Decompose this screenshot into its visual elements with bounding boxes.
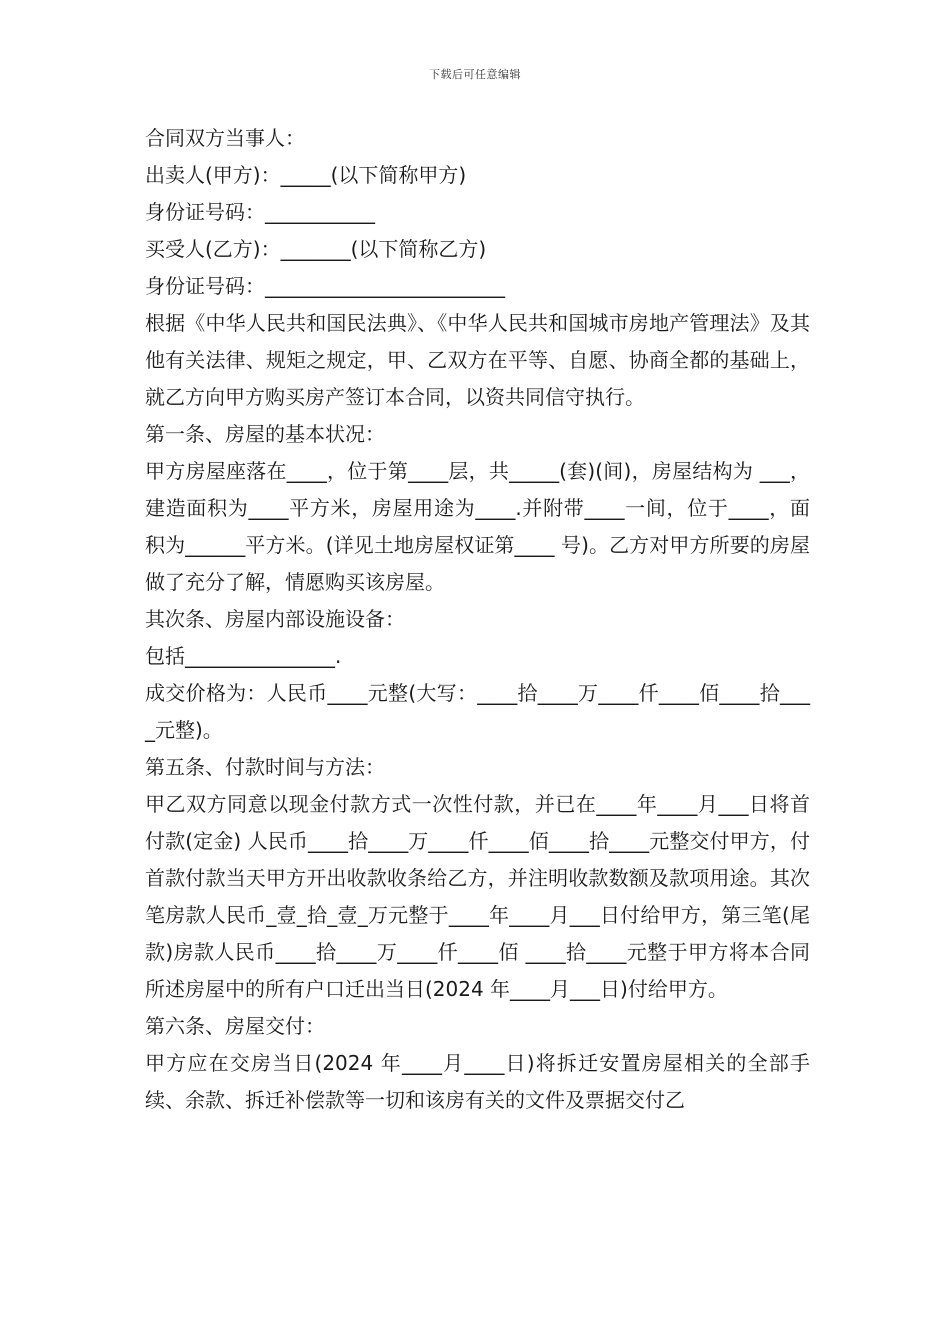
seller-line: 出卖人(甲方)：_____(以下简称甲方)	[145, 163, 467, 187]
article-5-body: 甲乙双方同意以现金付款方式一次性付款，并已在____年____月___日将首付款(定金) 人民币____拾____万____仟____佰____拾____元整交付甲方，付首款付款当天甲方开出收款收条给乙方，并注明收款数额及款项用途。其次笔房款人民币_壹_拾_壹_万元整于____年____月___日付给甲方，第三笔(尾款)房款人民币____拾____万____仟____佰 ____拾____元整于甲方将本合同所述房屋中的所有户口迁出当日(2024 年____月___日)付给甲方。	[145, 792, 810, 1001]
preamble-paragraph: 根据《中华人民共和国民法典》、《中华人民共和国城市房地产管理法》及其他有关法律、规矩之规定，甲、乙双方在平等、自愿、协商全都的基础上，就乙方向甲方购买房产签订本合同，以资共同信守执行。	[145, 311, 810, 409]
parties-heading: 合同双方当事人：	[145, 126, 305, 150]
article-1-heading: 第一条、房屋的基本状况：	[145, 422, 385, 446]
article-6-body: 甲方应在交房当日(2024 年____月____日)将拆迁安置房屋相关的全部手续、余款、拆迁补偿款等一切和该房有关的文件及票据交付乙	[145, 1051, 810, 1112]
seller-id-line: 身份证号码：___________	[145, 200, 375, 224]
page-header: 下载后可任意编辑	[429, 68, 521, 81]
buyer-line: 买受人(乙方)：_______(以下简称乙方)	[145, 237, 487, 261]
article-6-heading: 第六条、房屋交付：	[145, 1014, 325, 1038]
price-paragraph: 成交价格为：人民币____元整(大写：____拾____万____仟____佰____拾____元整)。	[145, 681, 810, 742]
document-body	[145, 120, 810, 1119]
article-2-heading: 其次条、房屋内部设施设备：	[145, 607, 405, 631]
article-1-body: 甲方房屋座落在____，位于第____层，共_____(套)(间)，房屋结构为 ___，建造面积为____平方米，房屋用途为____.并附带____一间，位于____，面积为______平方米。(详见土地房屋权证第____ 号)。乙方对甲方所要的房屋做了充分了解，情愿购买该房屋。	[145, 459, 810, 594]
buyer-id-line: 身份证号码：________________________	[145, 274, 505, 298]
article-2-body: 包括_______________.	[145, 644, 342, 668]
article-5-heading: 第五条、付款时间与方法：	[145, 755, 385, 779]
